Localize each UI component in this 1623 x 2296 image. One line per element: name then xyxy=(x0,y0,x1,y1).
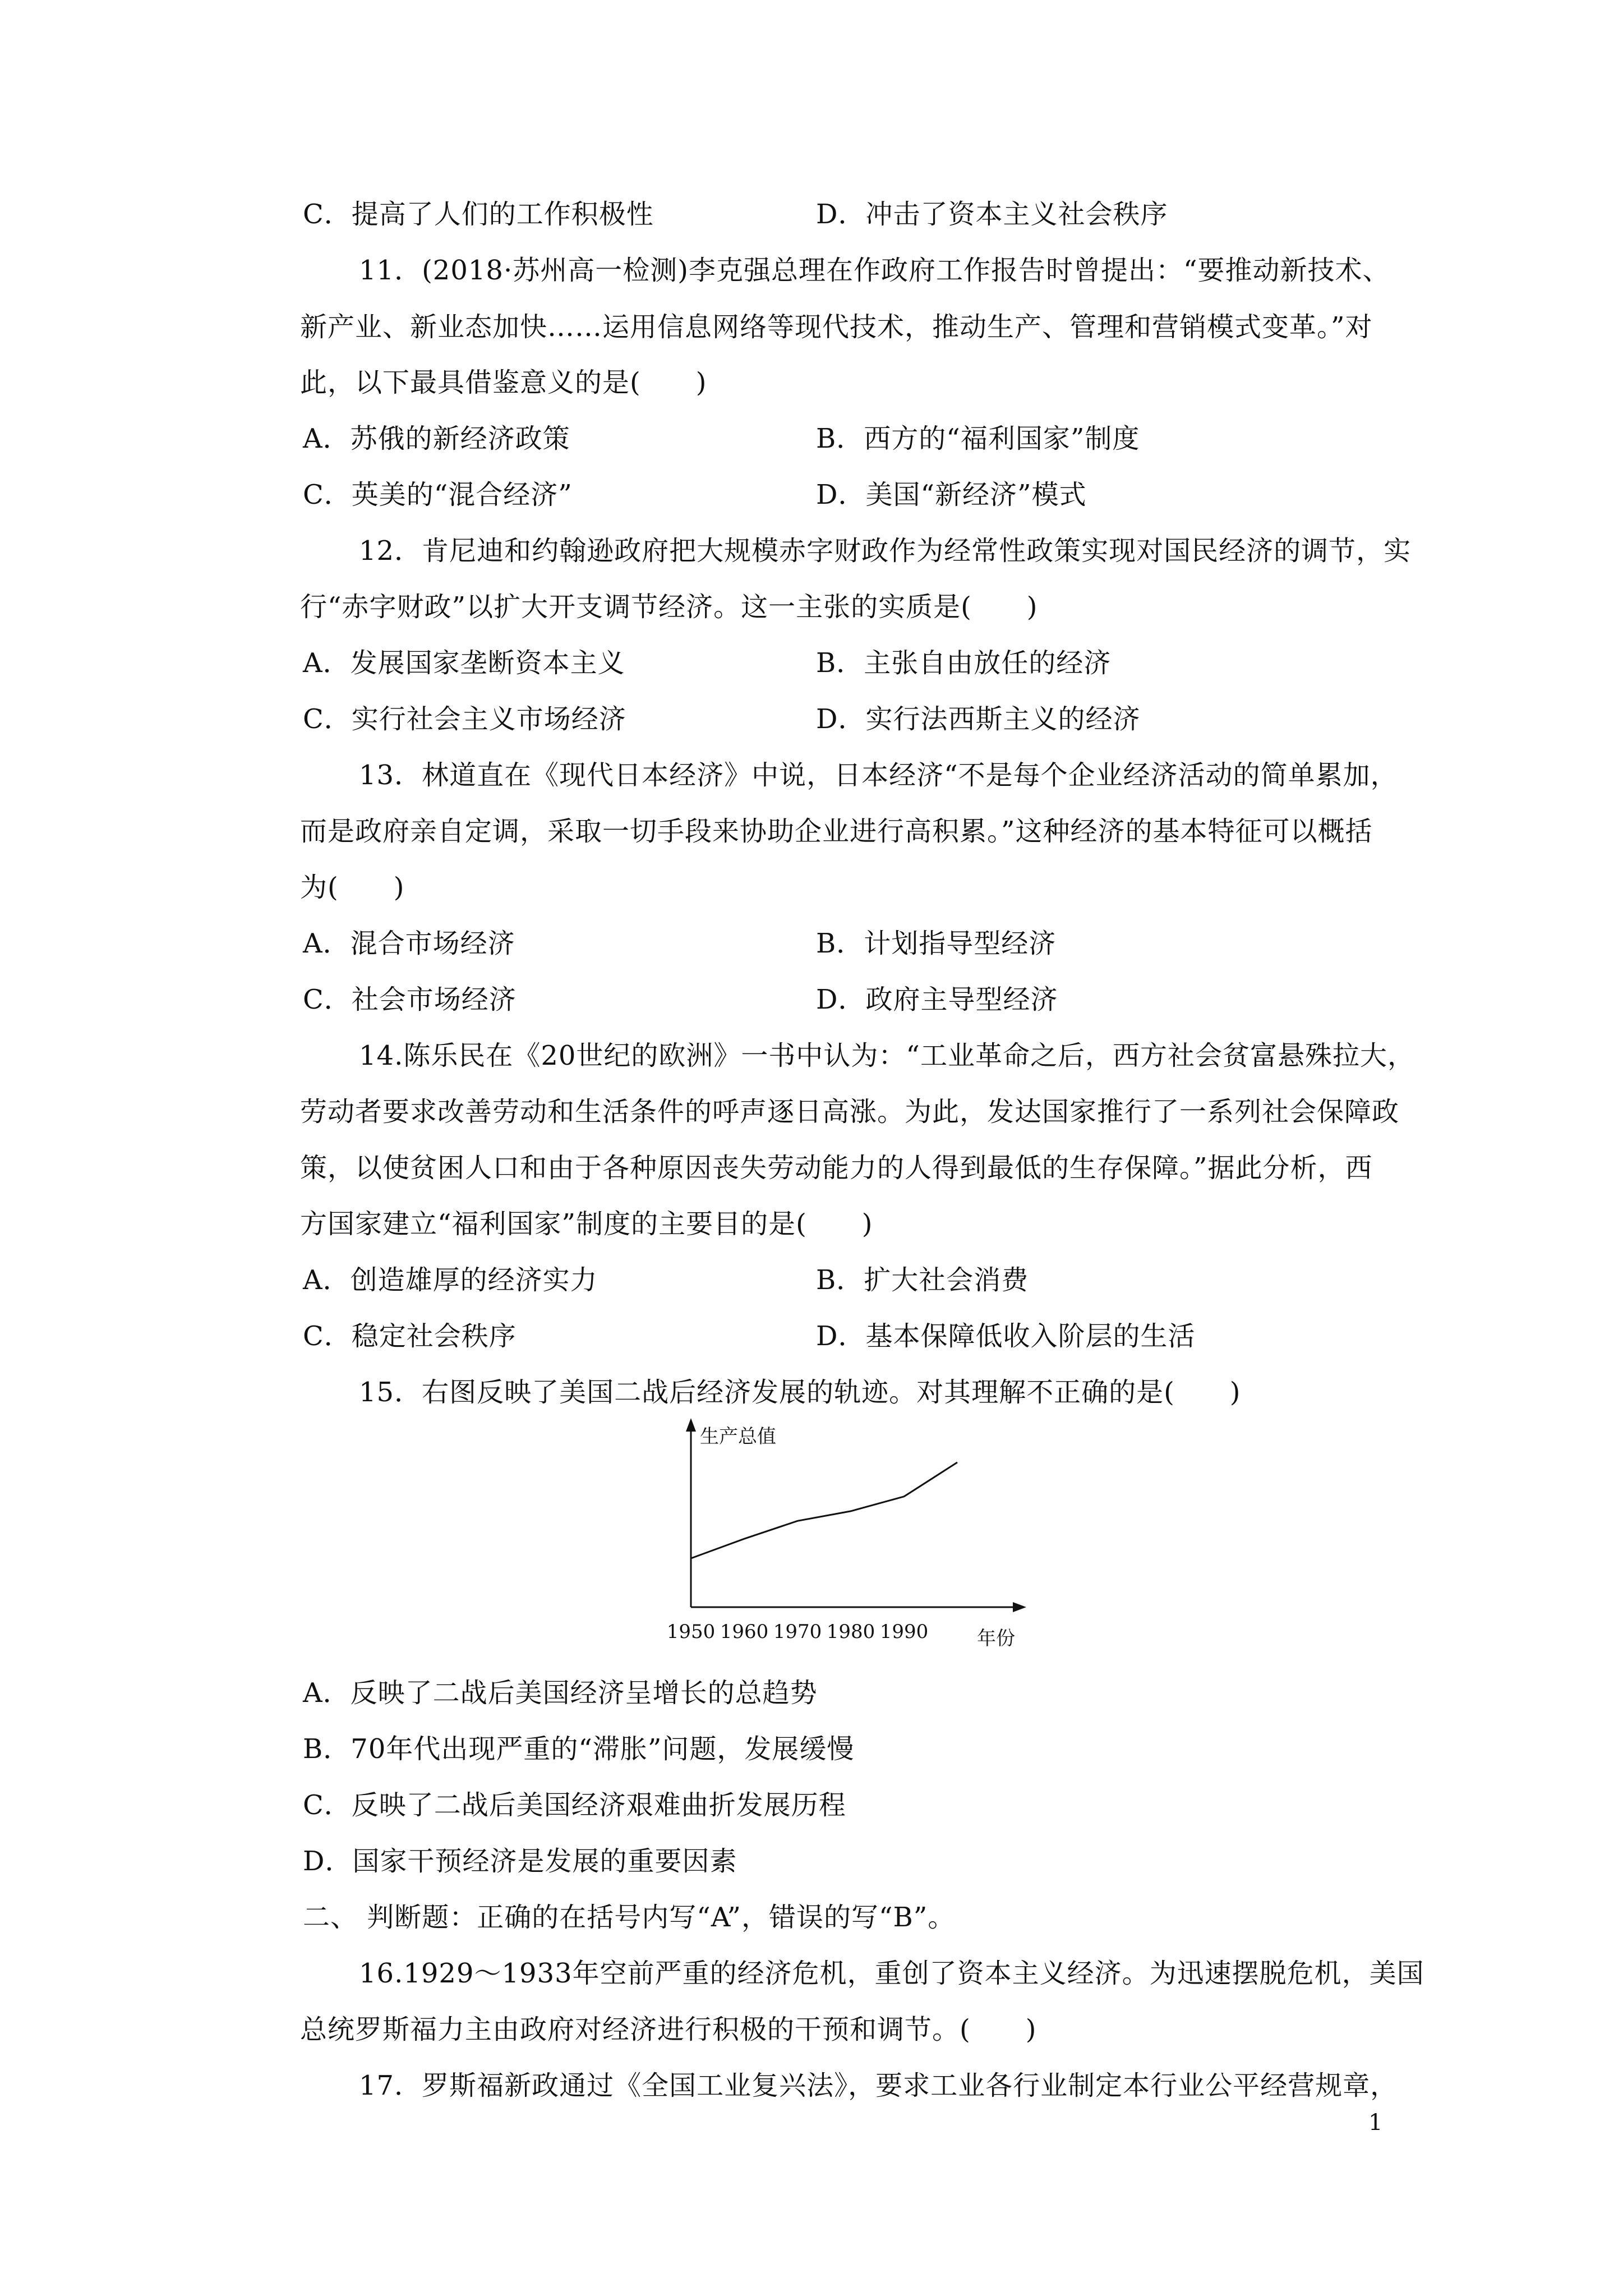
q13-option-b: B．计划指导型经济 xyxy=(816,928,1057,959)
q16-text-line1: 16.1929～1933年空前严重的经济危机，重创了资本主义经济。为迅速摆脱危机，美国 xyxy=(359,1958,1424,1989)
x-tick-label: 1970 xyxy=(773,1621,822,1643)
q12-option-c: C．实行社会主义市场经济 xyxy=(303,703,626,735)
q12-option-d: D．实行法西斯主义的经济 xyxy=(816,703,1141,735)
gdp-line-chart xyxy=(645,1414,1038,1655)
section2-heading: 二、 判断题：正确的在括号内写“A”，错误的写“B”。 xyxy=(303,1902,956,1933)
q11-option-d: D．美国“新经济”模式 xyxy=(816,479,1087,510)
x-tick-labels xyxy=(667,1621,929,1643)
q13-text-line1: 13．林道直在《现代日本经济》中说，日本经济“不是每个企业经济活动的简单累加， xyxy=(359,760,1398,791)
q11-text-line2: 新产业、新业态加快……运用信息网络等现代技术，推动生产、管理和营销模式变革。”对 xyxy=(300,311,1373,343)
q13-option-c: C．社会市场经济 xyxy=(303,984,517,1015)
q17-text-line1: 17．罗斯福新政通过《全国工业复兴法》，要求工业各行业制定本行业公平经营规章， xyxy=(359,2070,1398,2101)
q15-option-a: A．反映了二战后美国经济呈增长的总趋势 xyxy=(303,1677,818,1709)
q16-text-line2: 总统罗斯福力主由政府对经济进行积极的干预和调节。( ) xyxy=(300,2014,1037,2045)
page-number: 1 xyxy=(1368,2110,1383,2136)
q10-option-c: C．提高了人们的工作积极性 xyxy=(303,199,654,230)
gdp-line-chart-svg xyxy=(645,1414,1038,1655)
q11-option-a: A．苏俄的新经济政策 xyxy=(303,423,570,454)
x-tick-label: 1990 xyxy=(879,1621,929,1643)
q14-text-line1: 14.陈乐民在《20世纪的欧洲》一书中认为：“工业革命之后，西方社会贫富悬殊拉大， xyxy=(359,1040,1415,1071)
q11-text-line3: 此，以下最具借鉴意义的是( ) xyxy=(300,367,707,398)
q13-text-line3: 为( ) xyxy=(300,872,405,903)
y-axis-label: 生产总值 xyxy=(700,1425,776,1448)
q15-option-d: D．国家干预经济是发展的重要因素 xyxy=(303,1846,737,1877)
q15-text-line1: 15．右图反映了美国二战后经济发展的轨迹。对其理解不正确的是( ) xyxy=(359,1377,1241,1408)
q14-text-line2: 劳动者要求改善劳动和生活条件的呼声逐日高涨。为此，发达国家推行了一系列社会保障政 xyxy=(300,1096,1400,1128)
x-axis-arrow xyxy=(1013,1602,1026,1612)
q14-option-d: D．基本保障低收入阶层的生活 xyxy=(816,1320,1196,1352)
q14-text-line4: 方国家建立“福利国家”制度的主要目的是( ) xyxy=(300,1208,873,1240)
q14-option-c: C．稳定社会秩序 xyxy=(303,1320,517,1352)
y-axis-arrow xyxy=(686,1418,696,1432)
x-axis-label: 年份 xyxy=(977,1627,1015,1650)
q11-text-line1: 11．(2018·苏州高一检测)李克强总理在作政府工作报告时曾提出：“要推动新技术、 xyxy=(359,255,1390,286)
q12-option-b: B．主张自由放任的经济 xyxy=(816,647,1112,679)
q11-option-b: B．西方的“福利国家”制度 xyxy=(816,423,1140,454)
q13-option-d: D．政府主导型经济 xyxy=(816,984,1058,1015)
x-tick-label: 1950 xyxy=(666,1621,716,1643)
q12-text-line1: 12．肯尼迪和约翰逊政府把大规模赤字财政作为经常性政策实现对国民经济的调节，实 xyxy=(359,535,1412,567)
q14-option-b: B．扩大社会消费 xyxy=(816,1264,1029,1296)
q12-text-line2: 行“赤字财政”以扩大开支调节经济。这一主张的实质是( ) xyxy=(300,591,1038,623)
q10-option-d: D．冲击了资本主义社会秩序 xyxy=(816,199,1168,230)
x-tick-label: 1960 xyxy=(720,1621,769,1643)
x-tick-label: 1980 xyxy=(826,1621,875,1643)
q12-option-a: A．发展国家垄断资本主义 xyxy=(303,647,625,679)
q11-option-c: C．英美的“混合经济” xyxy=(303,479,573,510)
q14-text-line3: 策，以使贫困人口和由于各种原因丧失劳动能力的人得到最低的生存保障。”据此分析，西 xyxy=(300,1152,1373,1184)
q15-option-b: B．70年代出现严重的“滞胀”问题，发展缓慢 xyxy=(303,1733,855,1765)
series-line xyxy=(691,1462,957,1558)
q13-option-a: A．混合市场经济 xyxy=(303,928,515,959)
series-layer xyxy=(691,1462,957,1558)
q14-option-a: A．创造雄厚的经济实力 xyxy=(303,1264,598,1296)
q15-option-c: C．反映了二战后美国经济艰难曲折发展历程 xyxy=(303,1789,846,1821)
q13-text-line2: 而是政府亲自定调，采取一切手段来协助企业进行高积累。”这种经济的基本特征可以概括 xyxy=(300,816,1373,847)
